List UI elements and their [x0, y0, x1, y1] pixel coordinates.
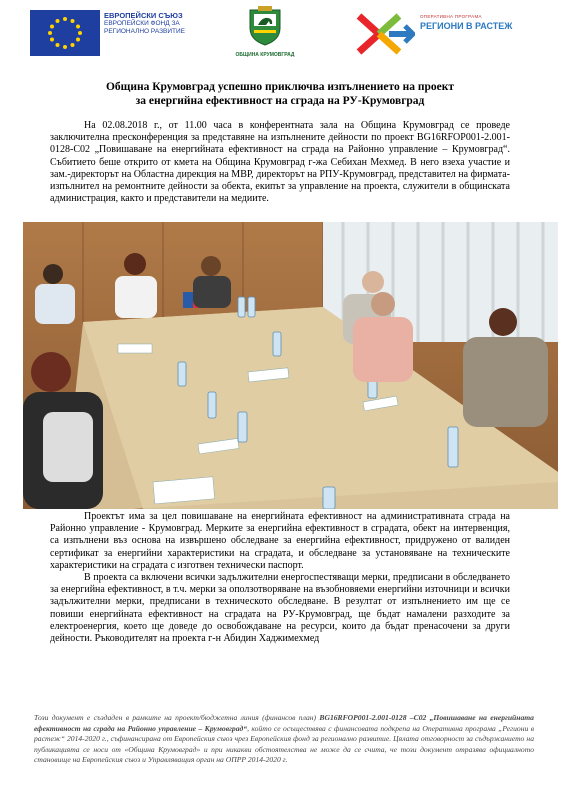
- op-program-label: ОПЕРАТИВНА ПРОГРАМА: [420, 14, 482, 19]
- municipality-crest-icon: [248, 6, 282, 46]
- title-line1: Община Крумовград успешно приключва изпълнението на проект: [105, 81, 455, 93]
- meeting-photo: [23, 222, 558, 509]
- intro-paragraph: На 02.08.2018 г., от 11.00 часа в конферентната зала на Община Крумовград се проведе заключителна пресконференция за представяне на изпълнените дейности по проект BG16RFOP001-2.001-0128-C02 „Повишаване на енергийната ефективност на сграда на Районно управление – Крумовград“. Събитието беше открито от кмета на Община Крумовград г-жа Себихан Мехмед. В него взеха участие и зам.-директорът на Областна дирекция на МВР, директорът на РПУ-Крумовград, представител на фирмата-изпълнител на ремонтните дейности за обекта, екипът за управление на проекта, служители в общинската администрация, както и представители на медиите.: [50, 120, 510, 205]
- footer-code: BG16RFOP001-2.001-0128 –C02: [319, 713, 427, 722]
- footer-part3: , който се осъществява с финансовата подкрепа на Оперативна програма „Региони в растеж“ 2014-2020 г., съфинансирана от Европейския съюз чрез Европейския фонд за регионално развитие. Цялата отговорност за съдържанието на публикацията се носи от «Община Крумовград» и при никакви обстоятелства не може да се счита, че този документ отразява официалното становище на Европейския съюз и Управляващия орган на ОПРР 2014-2020 г.: [34, 723, 534, 765]
- body-paragraph-1: Проектът има за цел повишаване на енергийната ефективност на административната сграда на Районно управление - Крумовград. Мерките за енергийна ефективност в сградата, обект на интервенция, са изпълнени въз основа на извършено обследване за енергийна ефективност, придружено от валиден сертификат за енергийни характеристики на сградата, и обследване за установяване на техническите характеристики на сградата с изготвен технически паспорт.: [50, 511, 510, 571]
- footer-part1: Този документ е създаден в рамките на проект/бюджетна линия (финансов план): [34, 713, 320, 722]
- footer-disclaimer: [34, 713, 534, 766]
- eu-line3: РЕГИОНАЛНО РАЗВИТИЕ: [104, 28, 185, 35]
- page-title: [60, 80, 500, 108]
- eu-line1: ЕВРОПЕЙСКИ СЪЮЗ: [104, 11, 183, 20]
- footer-part2: „Повишаване на енергийната ефективност на сграда на Районно управление – Крумовград“: [34, 713, 534, 733]
- title-line2: за енергийна ефективност на сграда на РУ-Крумовград: [135, 95, 425, 107]
- body-paragraph-2: В проекта са включени всички задължителни енергоспестяващи мерки, предписани в обследването за енергийна ефективност, в т.ч. мерки за оползотворяване на възобновяеми енергийни източници и всички задължителни мерки, предписани в техническото обследване. В резултат от изпълнението им ще се повиши енергийната ефективност на сградата на РУ-Крумовград, ще бъдат намалени разходите за електроенергия, което ще доведе до освобождаване на ресурси, които да бъдат пренасочени за други дейности. Ръководителят на проекта г-н Абидин Хаджимехмед: [50, 572, 510, 645]
- eu-text: [104, 12, 204, 36]
- body-text: [50, 511, 510, 645]
- eu-flag-icon: [30, 10, 100, 56]
- op-text: [420, 14, 530, 31]
- eu-line2: ЕВРОПЕЙСКИ ФОНД ЗА: [104, 20, 180, 27]
- municipality-label: ОБЩИНА КРУМОВГРАД: [235, 52, 295, 58]
- op-regions-logo-icon: [355, 10, 415, 58]
- header: [0, 0, 566, 70]
- op-program-name: РЕГИОНИ В РАСТЕЖ: [420, 21, 513, 31]
